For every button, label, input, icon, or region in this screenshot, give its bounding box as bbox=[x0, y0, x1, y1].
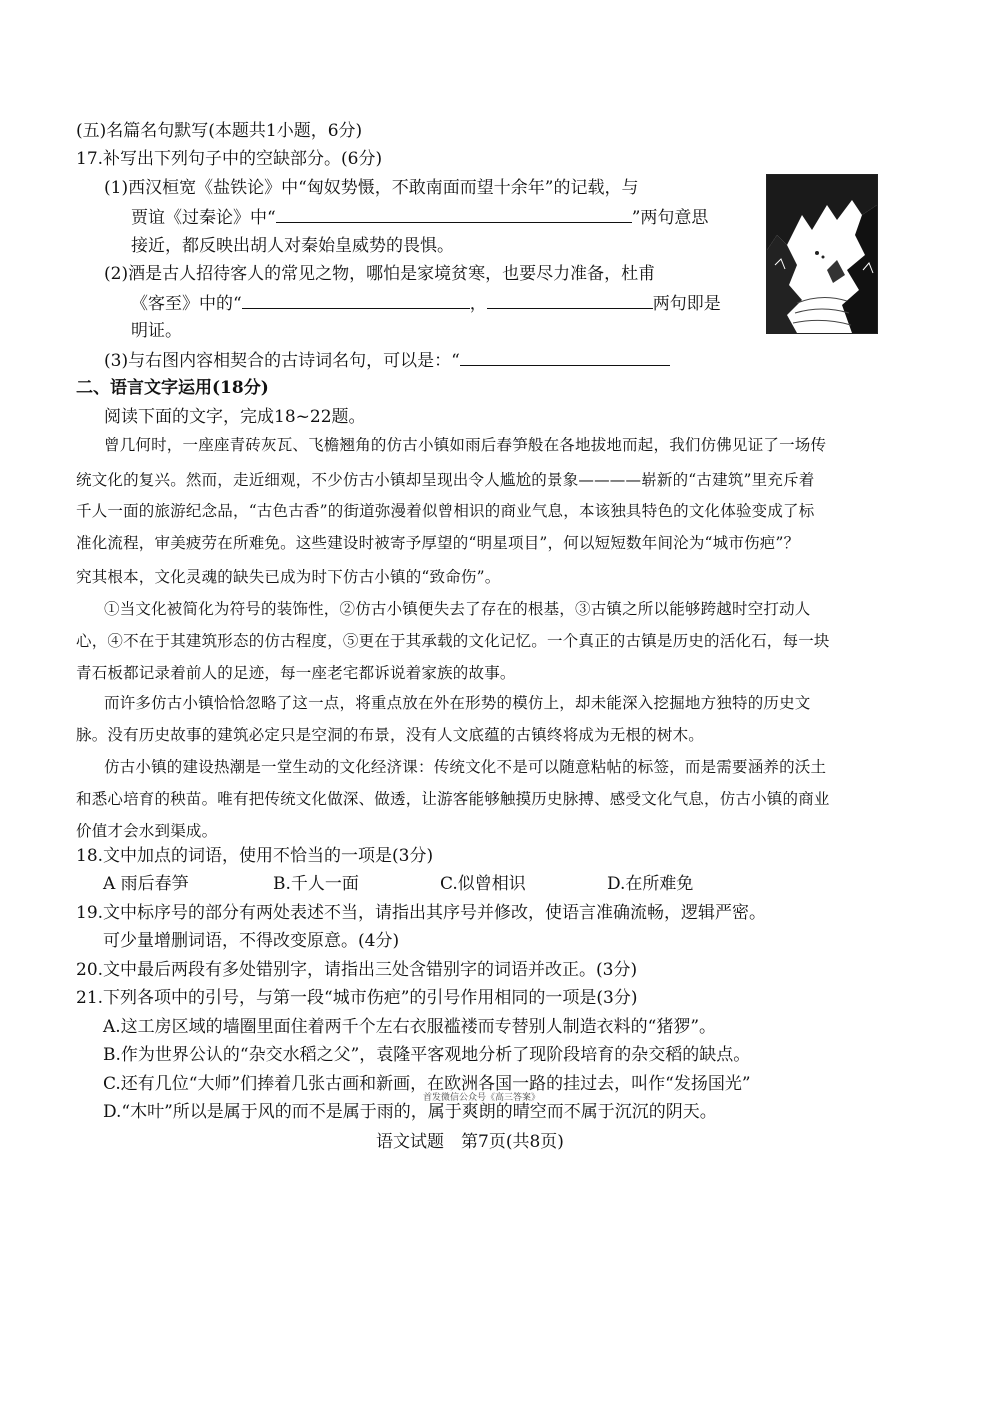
question-17-1-line3: 接近，都反映出胡人对秦始皇威势的畏惧。 bbox=[131, 236, 454, 256]
option-c[interactable]: C.似曾相识 bbox=[440, 874, 526, 894]
watermark: 首发微信公众号《高三答案》 bbox=[423, 1093, 541, 1103]
section-heading: (五)名篇名句默写(本题共1小题，6分) bbox=[76, 121, 363, 141]
passage-line: 准化流程，审美疲劳在所难免。这些建设时被寄予厚望的“明星项目”，何以短短数年间沦为“城市伤疤”？ bbox=[76, 534, 800, 552]
question-19-line2: 可少量增删词语，不得改变原意。(4分) bbox=[103, 931, 400, 951]
question-17-2-line2 bbox=[131, 292, 721, 315]
question-19-line1: 19.文中标序号的部分有两处表述不当，请指出其序号并修改，使语言准确流畅，逻辑严密。 bbox=[76, 903, 767, 923]
option-d[interactable]: D.在所难免 bbox=[607, 874, 694, 894]
section-heading: 二、语言文字运用(18分) bbox=[76, 378, 269, 398]
question-20: 20.文中最后两段有多处错别字，请指出三处含错别字的词语并改正。(3分) bbox=[76, 960, 638, 980]
passage-line: 脉。没有历史故事的建筑必定只是空洞的布景，没有人文底蕴的古镇终将成为无根的树木。 bbox=[76, 726, 705, 744]
question-17-title: 17.补写出下列句子中的空缺部分。(6分) bbox=[76, 149, 383, 169]
text: ， bbox=[469, 294, 487, 314]
option-a[interactable]: A 雨后春笋 bbox=[103, 874, 189, 894]
option-b[interactable]: B.千人一面 bbox=[273, 874, 359, 894]
passage-line: 曾几何时，一座座青砖灰瓦、飞檐翘角的仿古小镇如雨后春笋般在各地拔地而起，我们仿佛见证了一场传 bbox=[104, 436, 827, 454]
text: (3)与右图内容相契合的古诗词名句，可以是：“ bbox=[104, 351, 460, 371]
passage-line: 统文化的复兴。然而，走近细观，不少仿古小镇却呈现出令人尴尬的景象————崭新的“古建筑”里充斥着 bbox=[76, 471, 815, 489]
page-footer: 语文试题 第7页(共8页) bbox=[376, 1132, 564, 1152]
mountain-river-picture bbox=[767, 175, 877, 333]
passage-line: ①当文化被简化为符号的装饰性，②仿古小镇便失去了存在的根基，③古镇之所以能够跨越时空打动人 bbox=[104, 600, 811, 618]
reading-instruction: 阅读下面的文字，完成18~22题。 bbox=[104, 407, 366, 427]
text: 《客至》中的“ bbox=[131, 294, 242, 314]
passage-line: 价值才会水到渠成。 bbox=[76, 822, 218, 840]
question-17-3 bbox=[104, 349, 670, 372]
passage-line: 究其根本，文化灵魂的缺失已成为时下仿古小镇的“致命伤”。 bbox=[76, 568, 501, 586]
option-c[interactable]: C.还有几位“大师”们捧着几张古画和新画，在欧洲各国一路的挂过去，叫作“发扬国光” bbox=[103, 1074, 751, 1094]
answer-blank[interactable] bbox=[276, 206, 632, 223]
answer-blank[interactable] bbox=[242, 292, 470, 309]
passage-line: 和悉心培育的秧苗。唯有把传统文化做深、做透，让游客能够触摸历史脉搏、感受文化气息，仿古小镇的商业 bbox=[76, 790, 830, 808]
answer-blank[interactable] bbox=[487, 292, 653, 309]
text: ”两句意思 bbox=[631, 208, 709, 228]
option-a[interactable]: A.这工房区域的墙圈里面住着两千个左右衣服褴褛而专替别人制造衣料的“猪猡”。 bbox=[103, 1017, 717, 1037]
question-18: 18.文中加点的词语，使用不恰当的一项是(3分) bbox=[76, 846, 434, 866]
passage-line: 而许多仿古小镇恰恰忽略了这一点，将重点放在外在形势的模仿上，却未能深入挖掘地方独特的历史文 bbox=[104, 694, 811, 712]
passage-line: 千人一面的旅游纪念品，“古色古香”的街道弥漫着似曾相识的商业气息，本该独具特色的文化体验变成了标 bbox=[76, 502, 815, 520]
answer-blank[interactable] bbox=[460, 349, 670, 366]
question-17-1-line2 bbox=[131, 206, 708, 229]
landscape-illustration bbox=[766, 174, 878, 334]
question-21: 21.下列各项中的引号，与第一段“城市伤疤”的引号作用相同的一项是(3分) bbox=[76, 988, 638, 1008]
option-d[interactable]: D.“木叶”所以是属于风的而不是属于雨的，属于爽朗的晴空而不属于沉沉的阴天。 bbox=[103, 1102, 717, 1122]
passage-line: 仿古小镇的建设热潮是一堂生动的文化经济课：传统文化不是可以随意粘帖的标签，而是需要涵养的沃土 bbox=[104, 758, 827, 776]
passage-line: 心，④不在于其建筑形态的仿古程度，⑤更在于其承载的文化记忆。一个真正的古镇是历史的活化石，每一块 bbox=[76, 632, 830, 650]
question-17-2-line3: 明证。 bbox=[131, 321, 182, 341]
question-17-1-line1: (1)西汉桓宽《盐铁论》中“匈奴势慑，不敢南面而望十余年”的记载，与 bbox=[104, 178, 639, 198]
question-17-2-line1: (2)酒是古人招待客人的常见之物，哪怕是家境贫寒，也要尽力准备，杜甫 bbox=[104, 264, 656, 284]
passage-line: 青石板都记录着前人的足迹，每一座老宅都诉说着家族的故事。 bbox=[76, 664, 516, 682]
option-b[interactable]: B.作为世界公认的“杂交水稻之父”，袁隆平客观地分析了现阶段培育的杂交稻的缺点。 bbox=[103, 1045, 751, 1065]
text: 两句即是 bbox=[652, 294, 721, 314]
text: 贾谊《过秦论》中“ bbox=[131, 208, 276, 228]
